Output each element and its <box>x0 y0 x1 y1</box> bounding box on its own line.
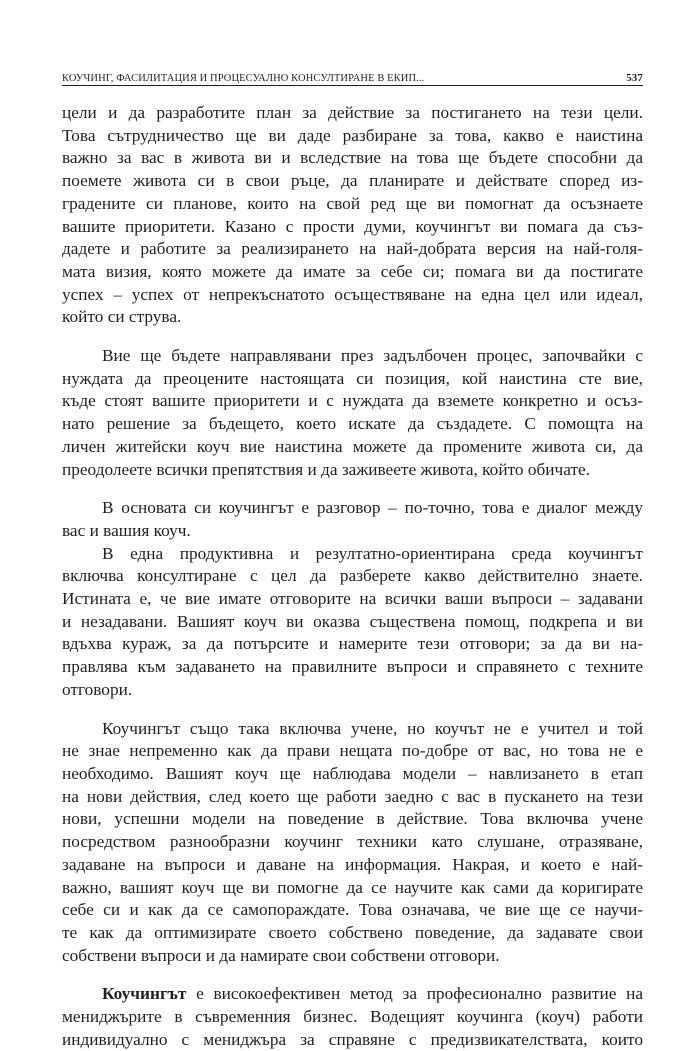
running-header-title: КОУЧИНГ, ФАСИЛИТАЦИЯ И ПРОЦЕСУАЛНО КОНСУЛТИРАНЕ В ЕКИП... <box>62 73 425 84</box>
text-line: Вие ще бъдете направлявани през задълбочен процес, започвайки с <box>102 346 643 366</box>
text-line: поемете живота си в свои ръце, да планирате и действате според из- <box>62 171 643 191</box>
paragraph-5 <box>62 718 643 968</box>
text-line: Коучингът също така включва учене, но коучът не е учител и той <box>102 718 643 738</box>
body-text <box>62 102 643 1051</box>
text-line <box>62 983 643 1006</box>
running-header <box>62 66 643 84</box>
text-line: вашите приоритети. Казано с прости думи, коучингът ви помага да съз- <box>62 216 643 236</box>
text-line: правлява към задаването на правилните въпроси и справянето с техните <box>62 657 643 677</box>
text-line: вдъхва кураж, за да потърсите и намерите тези отговори; за да ви на- <box>62 634 643 654</box>
paragraph-6 <box>62 983 643 1051</box>
text-line: В една продуктивна и резултатно-ориентирана среда коучингът <box>102 543 643 563</box>
text-line: важно за вас в живота ви и вследствие на това ще бъдете способни да <box>62 148 643 168</box>
text-line: нови, успешни модели на поведение в действие. Това включва учене <box>62 809 643 829</box>
text-line: дадете и работите за реализирането на най-добрата версия на най-голя- <box>62 239 643 259</box>
text-line: себе си и как да се самопораждате. Това означава, че вие ще се научи- <box>62 900 643 920</box>
text-line: преодолеете всички препятствия и да заживеете живота, който обичате. <box>62 459 590 479</box>
text-line: те как да оптимизирате своето собствено поведение, да задавате свои <box>62 922 643 942</box>
text-line-rest: е високоефективен метод за професионално развитие на <box>186 984 643 1004</box>
paragraph-1 <box>62 102 643 329</box>
text-line: успех – успех от непрекъснатото осъществяване на една цел или идеал, <box>62 284 643 304</box>
text-line: важно, вашият коуч ще ви помогне да се научите как сами да коригирате <box>62 877 643 897</box>
paragraph-3 <box>62 497 643 542</box>
text-line: градените си планове, които на свой ред ще ви помогнат да осъзнаете <box>62 193 643 213</box>
text-line: нато решение за бъдещето, което искате да създадете. С помощта на <box>62 414 643 434</box>
text-line: къде стоят вашите приоритети и с нуждата да вземете конкретно и осъз- <box>62 391 643 411</box>
text-line: и незадавани. Вашият коуч ви оказва съществена помощ, подкрепа и ви <box>62 611 643 631</box>
text-line: който си струва. <box>62 307 182 327</box>
text-line: Истината е, че вие имате отговорите на всички ваши въпроси – задавани <box>62 589 643 609</box>
text-line: собствени въпроси и да намирате свои собствени отговори. <box>62 945 500 965</box>
text-line: посредством разнообразни коучинг техники като слушане, отразяване, <box>62 832 643 852</box>
text-line: В основата си коучингът е разговор – по-точно, това е диалог между <box>102 498 643 518</box>
paragraph-4 <box>62 543 643 702</box>
text-line: личен житейски коуч вие наистина можете да промените живота си, да <box>62 436 643 456</box>
text-line: мениджърите в съвременния бизнес. Водещият коучинга (коуч) работи <box>62 1007 643 1027</box>
text-line: включва консултиране с цел да разберете какво действително знаете. <box>62 566 643 586</box>
bold-term: Коучингът <box>102 984 187 1004</box>
header-rule <box>62 85 643 86</box>
text-line: Това сътрудничество ще ви даде разбиране за това, какво е наистина <box>62 125 643 145</box>
text-line: задаване на въпроси и даване на информация. Накрая, и което е най- <box>62 854 643 874</box>
text-line: на нови действия, след което ще работи заедно с вас в пускането на тези <box>62 786 643 806</box>
text-line: вас и вашия коуч. <box>62 520 191 540</box>
text-line: цели и да разработите план за действие за постигането на тези цели. <box>62 103 643 122</box>
text-line: индивидуално с мениджъра за справяне с предизвикателствата, които <box>62 1029 643 1049</box>
text-line: не знае непременно как да прави нещата по-добре от вас, но това не е <box>62 741 643 761</box>
text-line: нуждата да преоцените настоящата си позиция, кой наистина сте вие, <box>62 368 643 388</box>
text-line: мата визия, която можете да имате за себе си; помага ви да постигате <box>62 261 643 281</box>
page-number: 537 <box>626 72 643 84</box>
paragraph-2 <box>62 345 643 481</box>
text-line: необходимо. Вашият коуч ще наблюдава модели – навлизането в етап <box>62 763 643 783</box>
text-line: отговори. <box>62 679 133 699</box>
